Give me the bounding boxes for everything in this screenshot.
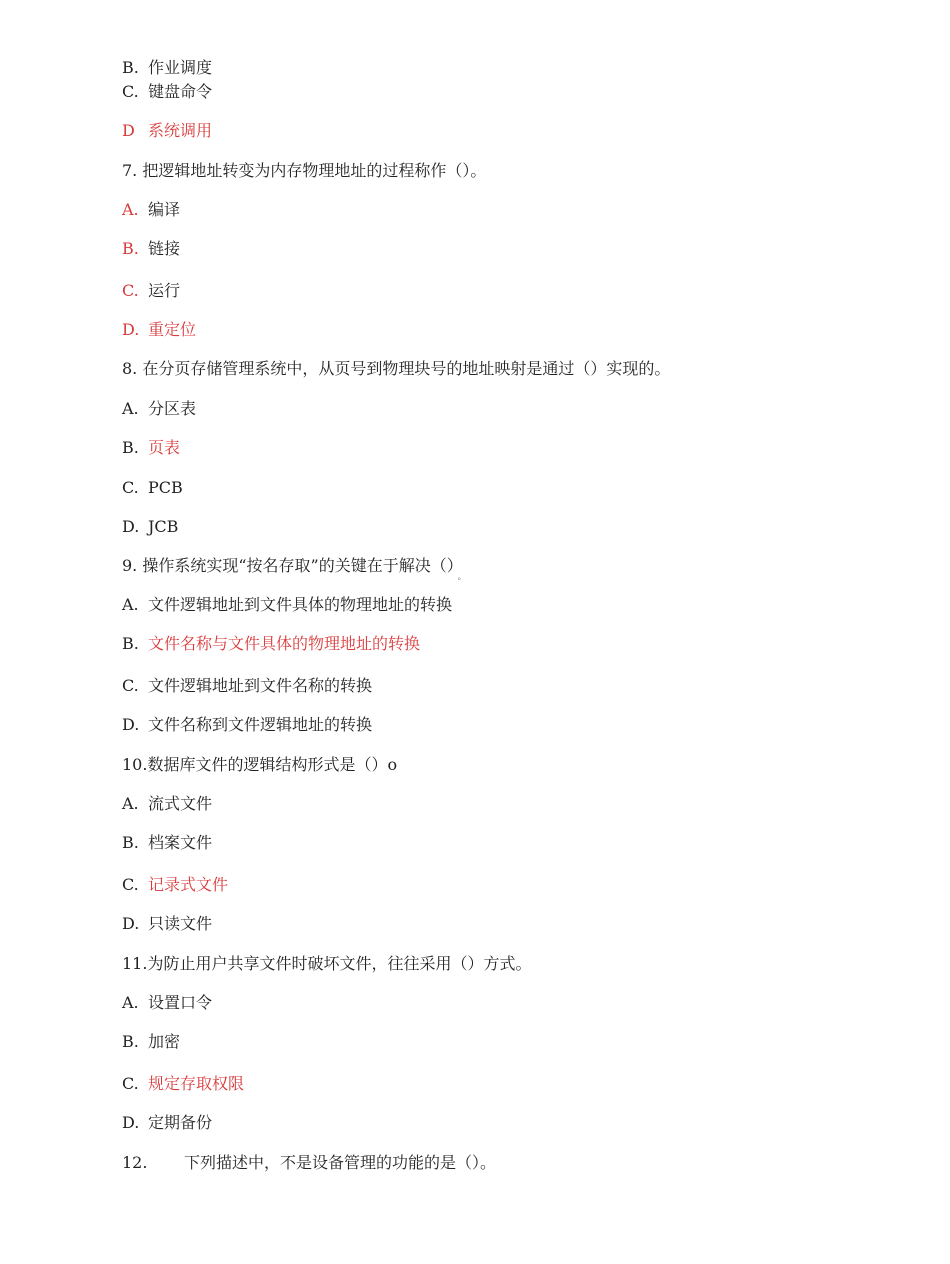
option-marker: B.: [122, 58, 139, 77]
option-marker: C.: [122, 478, 139, 497]
question-10-stem: 10.数据库文件的逻辑结构形式是（）o: [122, 755, 398, 774]
option-text: 设置口令: [148, 993, 213, 1012]
option-marker: C.: [122, 82, 139, 101]
option-q8-b: [122, 438, 180, 458]
option-text: 定期备份: [148, 1113, 213, 1132]
option-q7-a: [122, 200, 180, 220]
question-11-stem: 11.为防止用户共享文件时破坏文件，往往采用（）方式。: [122, 954, 532, 973]
option-text: 文件逻辑地址到文件名称的转换: [148, 676, 373, 695]
option-q9-d: [122, 715, 372, 735]
option-marker: B.: [122, 438, 139, 457]
option-marker: D.: [122, 914, 140, 933]
option-text: 文件名称到文件逻辑地址的转换: [148, 715, 373, 734]
option-text: 流式文件: [148, 794, 213, 813]
option-text: JCB: [148, 517, 179, 536]
option-q8-a: [122, 399, 196, 419]
option-marker: D: [122, 121, 135, 140]
question-12-stem: [122, 1153, 496, 1173]
question-8-stem: 8. 在分页存储管理系统中，从页号到物理块号的地址映射是通过（）实现的。: [122, 359, 671, 378]
option-q11-a: [122, 993, 212, 1013]
option-marker: C.: [122, 281, 139, 300]
option-marker: B.: [122, 239, 139, 258]
option-marker: B.: [122, 1032, 139, 1051]
question-stem-text: 9. 操作系统实现“按名存取”的关键在于解决（）: [122, 556, 455, 575]
option-text: 分区表: [148, 399, 197, 418]
option-marker: C.: [122, 676, 139, 695]
option-q10-a: [122, 794, 212, 814]
question-7-stem: 7. 把逻辑地址转变为内存物理地址的过程称作（）。: [122, 161, 487, 180]
option-marker: D.: [122, 517, 140, 536]
option-marker: A.: [122, 399, 139, 418]
option-q8-d: [122, 517, 178, 537]
option-marker: A.: [122, 595, 139, 614]
option-marker: D.: [122, 320, 140, 339]
option-q9-b: [122, 634, 420, 654]
question-number: 12.: [122, 1153, 148, 1172]
option-text: 记录式文件: [148, 875, 229, 894]
option-q7-c: [122, 281, 180, 301]
option-text: 作业调度: [148, 58, 213, 77]
option-q6-b: [122, 58, 212, 78]
option-q6-d: [122, 121, 212, 141]
option-q11-d: [122, 1113, 212, 1133]
question-stem-text: 下列描述中，不是设备管理的功能的是（）。: [184, 1153, 497, 1172]
option-marker: B.: [122, 833, 139, 852]
question-stem-tail: 。: [457, 572, 466, 581]
option-marker: C.: [122, 1074, 139, 1093]
option-marker: A.: [122, 993, 139, 1012]
option-q6-c: [122, 82, 212, 102]
option-text: 文件名称与文件具体的物理地址的转换: [148, 634, 421, 653]
option-text: 编译: [148, 200, 181, 219]
option-q8-c: [122, 478, 183, 498]
option-marker: D.: [122, 1113, 140, 1132]
option-text: 链接: [148, 239, 181, 258]
option-q10-c: [122, 875, 228, 895]
option-q10-b: [122, 833, 212, 853]
option-q7-b: [122, 239, 180, 259]
option-marker: B.: [122, 634, 139, 653]
option-text: 页表: [148, 438, 181, 457]
option-text: 加密: [148, 1032, 181, 1051]
option-marker: C.: [122, 875, 139, 894]
option-text: 系统调用: [148, 121, 213, 140]
option-marker: A.: [122, 200, 139, 219]
option-marker: D.: [122, 715, 140, 734]
option-text: 档案文件: [148, 833, 213, 852]
option-text: 重定位: [148, 320, 197, 339]
option-marker: A.: [122, 794, 139, 813]
option-q11-b: [122, 1032, 180, 1052]
option-text: PCB: [148, 478, 183, 497]
option-q7-d: [122, 320, 196, 340]
option-text: 文件逻辑地址到文件具体的物理地址的转换: [148, 595, 453, 614]
option-q10-d: [122, 914, 212, 934]
option-q9-c: [122, 676, 372, 696]
option-text: 规定存取权限: [148, 1074, 245, 1093]
option-text: 只读文件: [148, 914, 213, 933]
option-q11-c: [122, 1074, 244, 1094]
option-text: 运行: [148, 281, 181, 300]
option-q9-a: [122, 595, 452, 615]
question-9-stem: [122, 556, 466, 587]
option-text: 键盘命令: [148, 82, 213, 101]
